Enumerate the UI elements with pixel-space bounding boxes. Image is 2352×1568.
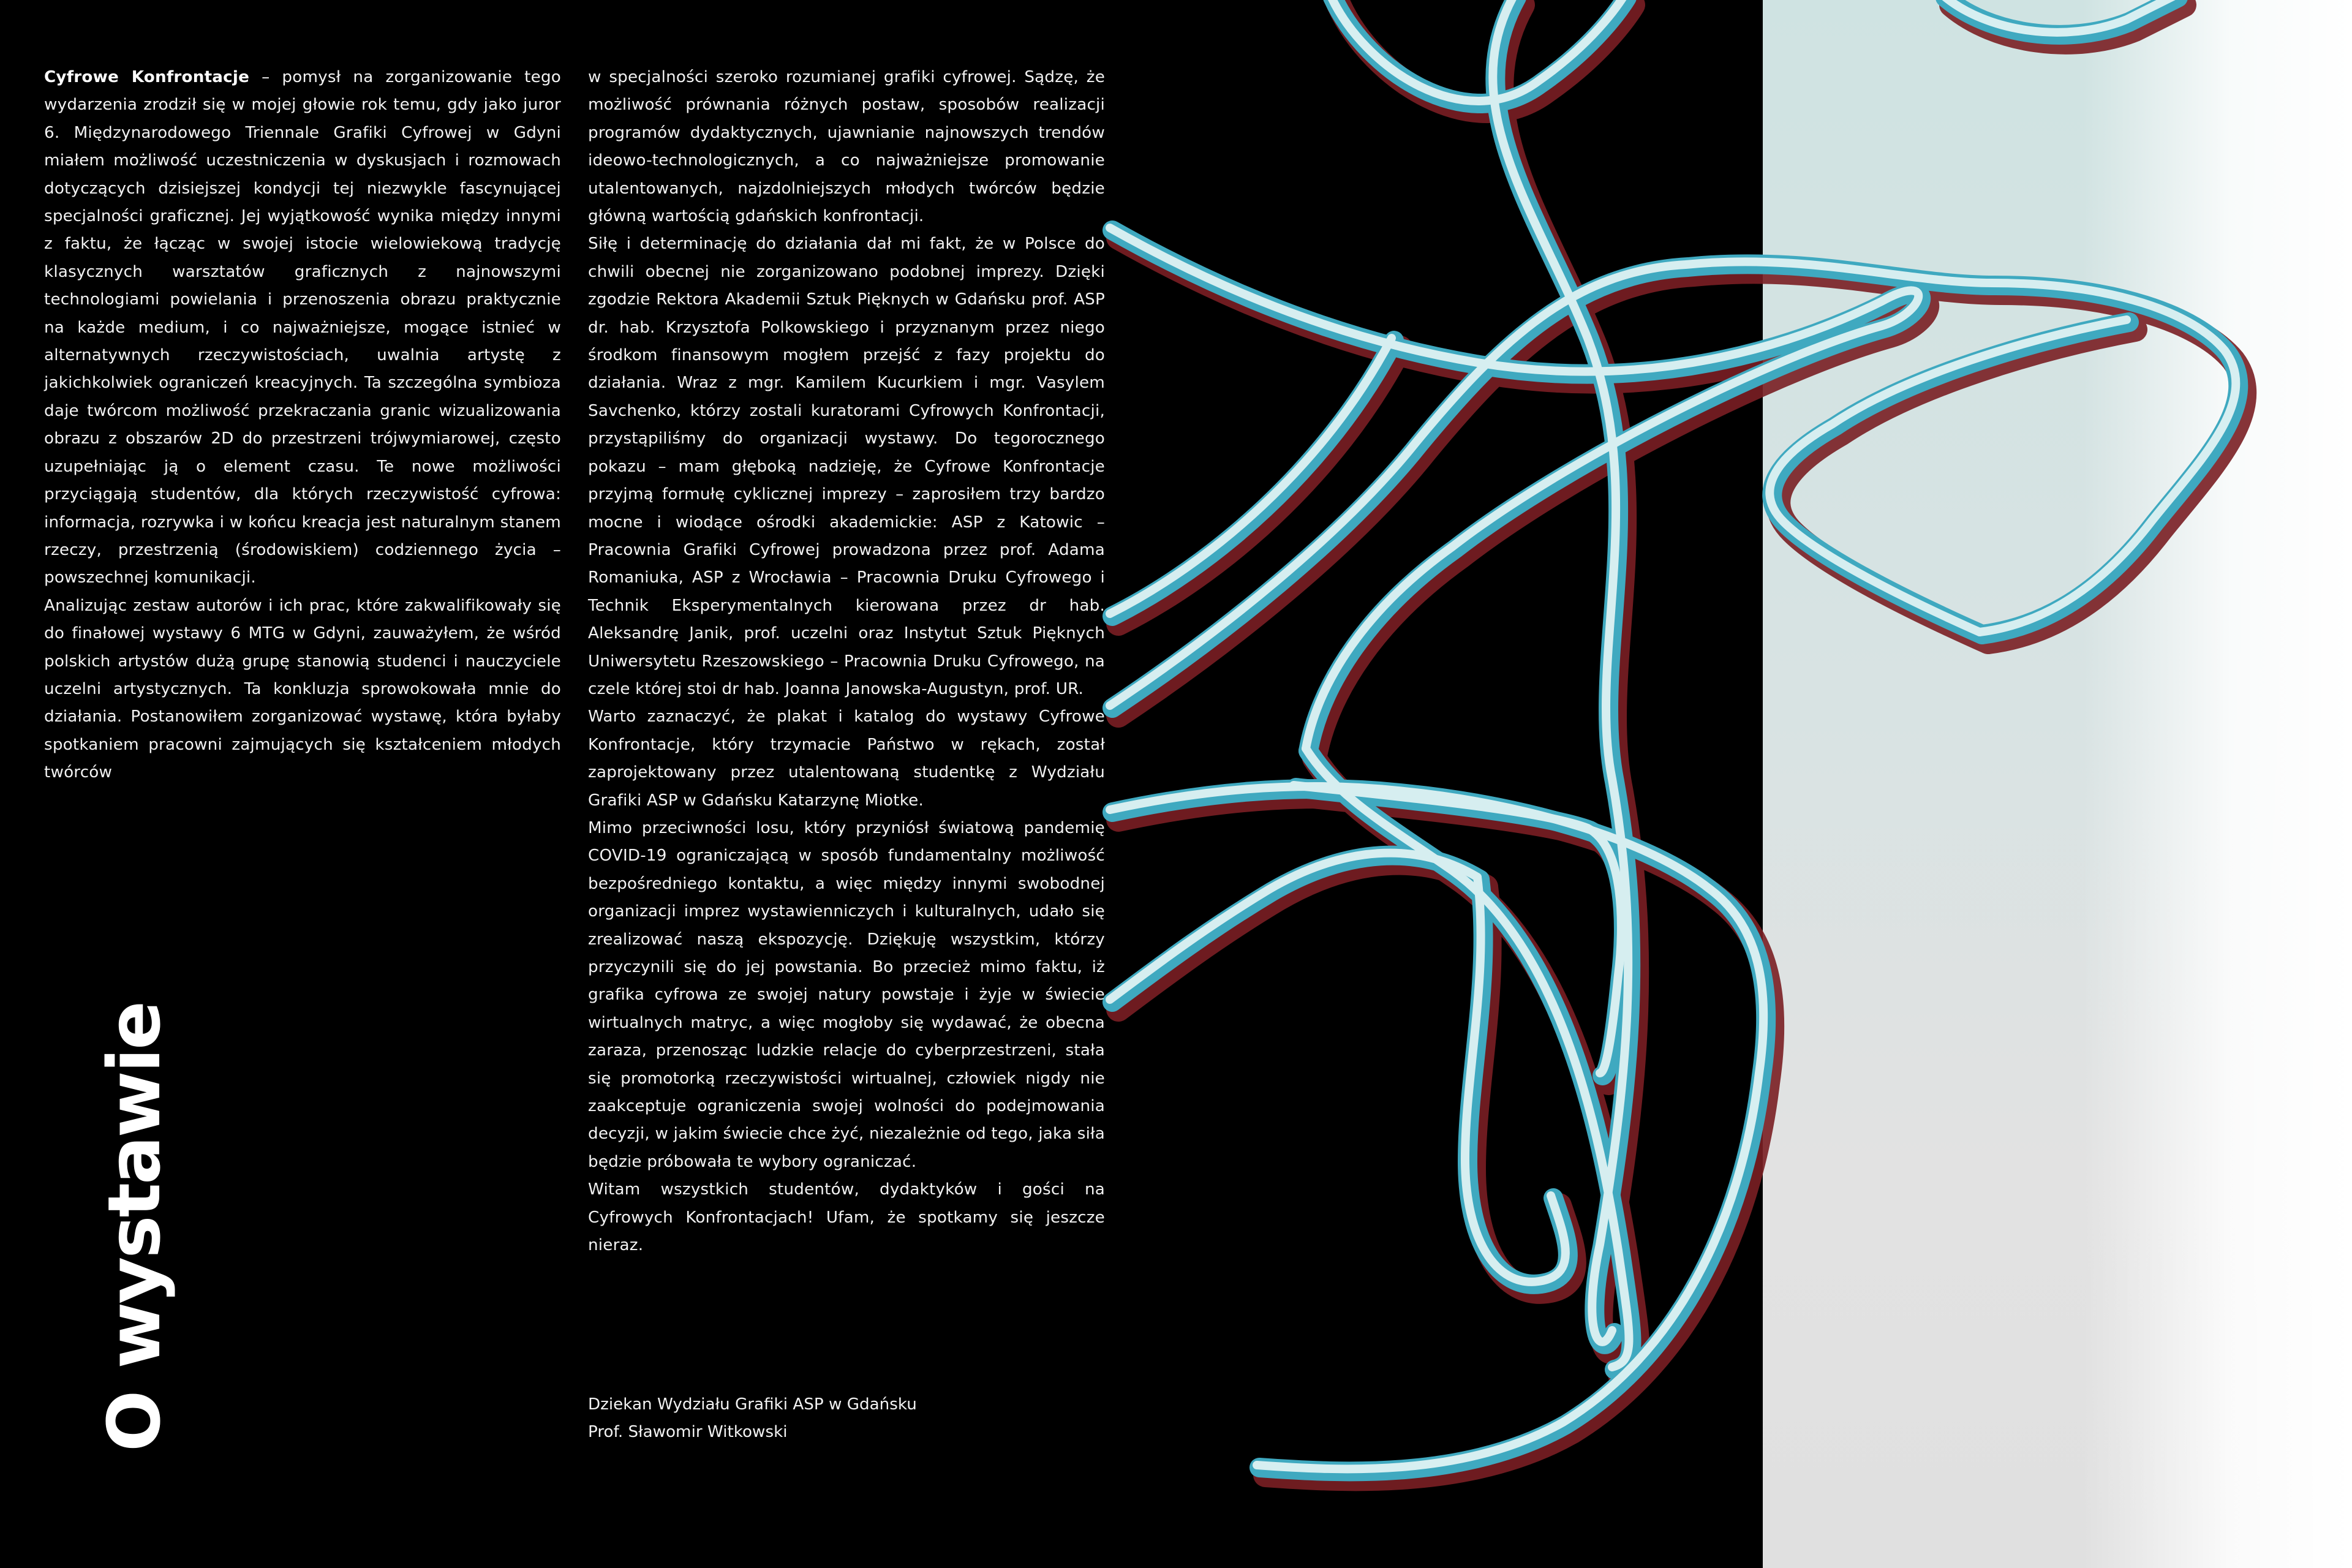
paragraph-right-2: Siłę i determinację do działania dał mi fakt, że w Polsce do chwili obecnej nie zorganizowano podobnej imprezy. Dzięki zgodzie Rektora Akademii Sztuk Pięknych w Gdańsku prof. ASP dr. hab. Krzysztofa Polkowskiego i przyznanym przez niego środkom finansowym mogłem przejść z fazy projektu do działania. Wraz z mgr. Kamilem Kucurkiem i mgr. Vasylem Savchenko, którzy zostali kuratorami Cyfrowych Konfrontacji, przystąpiliśmy do organizacji wystawy. Do tegorocznego pokazu – mam głęboką nadzieję, że Cyfrowe Konfrontacje przyjmą formułę cyklicznej imprezy – zaprosiłem trzy bardzo mocne i wiodące ośrodki akademickie: ASP z Katowic – Pracownia Grafiki Cyfrowej prowadzona przez prof. Adama Romaniuka, ASP z Wrocławia – Pracownia Druku Cyfrowego i Technik Eksperymentalnych kierowana przez dr hab. Aleksandrę Janik, prof. uczelni oraz Instytut Sztuk Pięknych Uniwersytetu Rzeszowskiego – Pracownia Druku Cyfrowego, na czele której stoi dr hab. Joanna Janowska-Augustyn, prof. UR.: [588, 235, 1105, 698]
paragraph-left-2: Analizując zestaw autorów i ich prac, które zakwalifikowały się do finałowej wystawy 6 MTG w Gdyni, zauważyłem, że wśród polskich artystów dużą grupę stanowią studenci i nauczyciele uczelni artystycznych. Ta konkluzja sprowokowała mnie do działania. Postanowiłem zorganizować wystawę, która byłaby spotkaniem pracowni zajmujących się kształceniem młodych twórców: [44, 596, 561, 782]
tube-shadow-layer: [1118, 5, 2244, 1479]
intro-lead: Cyfrowe Konfrontacje: [44, 68, 250, 86]
paragraph-right-3: Warto zaznaczyć, że plakat i katalog do wystawy Cyfrowe Konfrontacje, który trzymacie Państwo w rękach, został zaprojektowany przez utalentowaną studentkę z Wydziału Grafiki ASP w Gdańsku Katarzynę Miotke.: [588, 707, 1105, 810]
paragraph-right-1: w specjalności szeroko rozumianej grafiki cyfrowej. Sądzę, że możliwość prównania różnych postaw, sposobów realizacji programów dydaktycznych, ujawnianie najnowszych trendów ideowo-technologicznych, a co najważniejsze promowanie utalentowanych, najzdolniejszych młodych twórców będzie główną wartością gdańskich konfrontacji.: [588, 68, 1105, 226]
signature-role: Dziekan Wydziału Grafiki ASP w Gdańsku: [588, 1395, 917, 1414]
intro-rest: – pomysł na zorganizowanie tego wydarzenia zrodził się w mojej głowie rok temu, gdy jako juror 6. Międzynarodowego Triennale Grafiki Cyfrowej w Gdyni miałem możliwość uczestniczenia w dyskusjach i rozmowach dotyczących dzisiejszej kondycji tej niezwykle fascynującej specjalności graficznej. Jej wyjątkowość wynika między innymi z faktu, że łącząc w swojej istocie wielowiekową tradycję klasycznych warsztatów graficznych z najnowszymi technologiami powielania i przenoszenia obrazu praktycznie na każde medium, i co najważniejsze, mogące istnieć w alternatywnych rzeczywistościach, uwalnia artystę z jakichkolwiek ograniczeń kreacyjnych. Ta szczególna symbioza daje twórcom możliwość przekraczania granic wizualizowania obrazu z obszarów 2D do przestrzeni trójwymiarowej, często uzupełniając ją o element czasu. Te nowe możliwości przyciągają studentów, dla których rzeczywistość cyfrowa: informacja, rozrywka i w końcu kreacja jest naturalnym stanem rzeczy, przestrzenią (środowiskiem) codziennego życia – powszechnej komunikacji.: [44, 68, 561, 587]
tube-highlight-layer: [1110, 0, 2236, 1469]
paragraph-right-5: Witam wszystkich studentów, dydaktyków i gości na Cyfrowych Konfrontacjach! Ufam, że spotkamy się jeszcze nieraz.: [588, 1180, 1105, 1255]
signature-name: Prof. Sławomir Witkowski: [588, 1423, 788, 1442]
text-column-right: [588, 64, 1105, 1259]
tube-cyan-layer: [1112, 0, 2238, 1471]
signature-block: [588, 1391, 1105, 1447]
text-column-left: [44, 64, 561, 787]
paragraph-right-4: Mimo przeciwności losu, który przyniósł światową pandemię COVID-19 ograniczającą w sposób fundamentalny możliwość bezpośredniego kontaktu, a więc między innymi swobodnej organizacji imprez wystawienniczych i kulturalnych, udało się zrealizować naszą ekspozycję. Dziękuję wszystkim, którzy przyczynili się do jej powstania. Bo przecież mimo faktu, iż grafika cyfrowa ze swojej natury powstaje i żyje w świecie wirtualnych matryc, a więc mogłoby się wydawać, że obecna zaraza, przenosząc ludzkie relacje do cyberprzestrzeni, stała się promotorką rzeczywistości wirtualnej, człowiek nigdy nie zaakceptuje ograniczenia swojej wolności do podejmowania decyzji, w jakim świecie chce żyć, niezależnie od tego, jaka siła będzie próbowała te wybory ograniczać.: [588, 818, 1105, 1171]
page-title: O wystawie: [92, 1002, 176, 1452]
paragraph-intro: [44, 64, 561, 592]
